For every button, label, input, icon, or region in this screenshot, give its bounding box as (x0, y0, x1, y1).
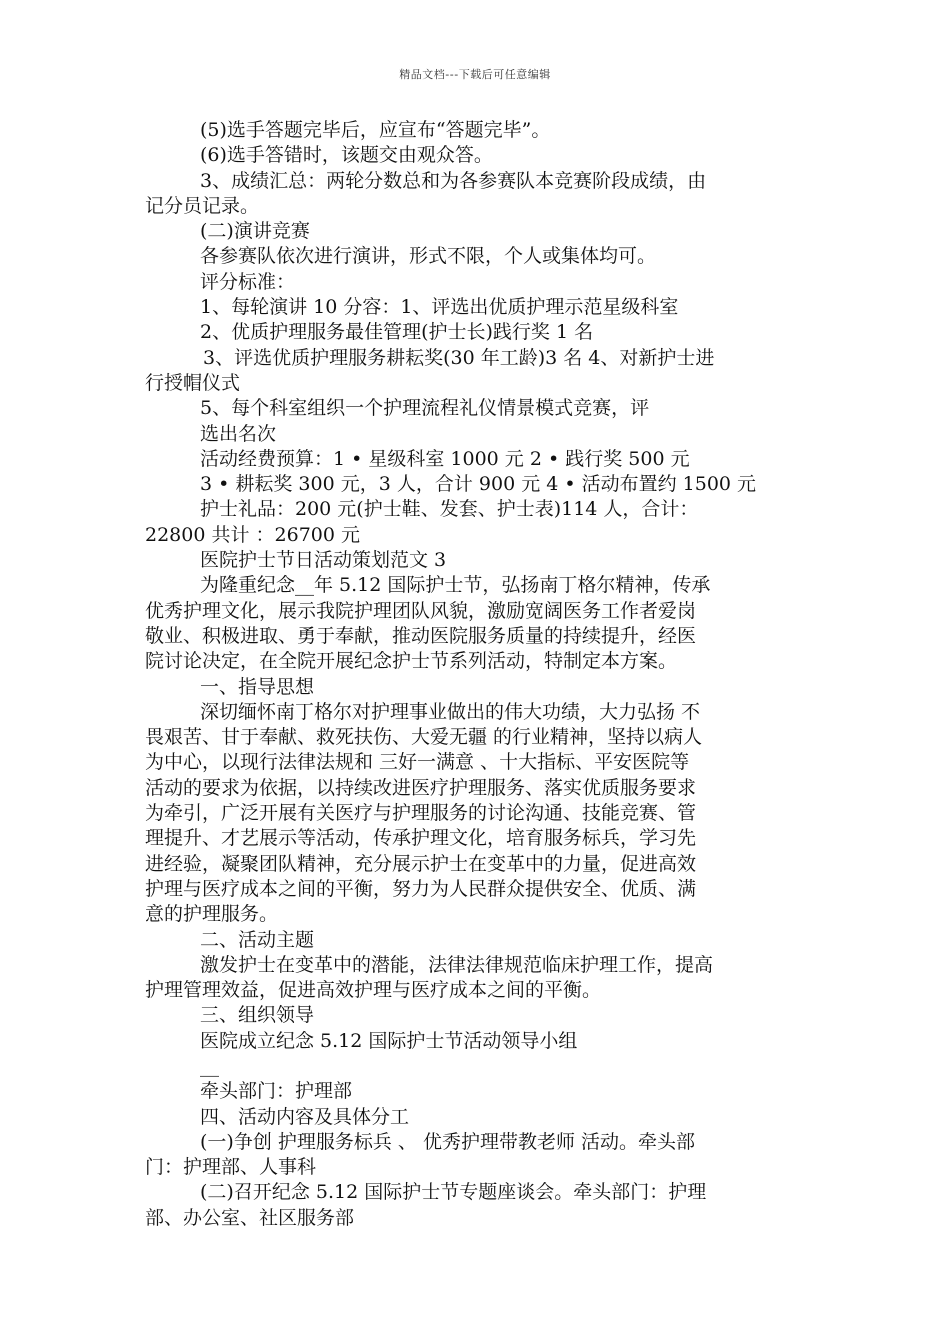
text-line: 为中心，以现行法律法规和 三好一满意 、十大指标、平安医院等 (145, 751, 690, 774)
text-line: 理提升、才艺展示等活动，传承护理文化，培育服务标兵，学习先 (145, 827, 697, 850)
text-line: 激发护士在变革中的潜能，法律法律规范临床护理工作，提高 (200, 953, 714, 976)
text-line: 深切缅怀南丁格尔对护理事业做出的伟大功绩，大力弘扬 不 (200, 700, 701, 723)
text-line: 行授帽仪式 (145, 371, 241, 394)
text-line: 22800 共计 ：26700 元 (145, 523, 361, 546)
text-line: 意的护理服务。 (145, 903, 279, 926)
text-line: 门：护理部、人事科 (145, 1156, 317, 1179)
text-line: (5)选手答题完毕后，应宣布“答题完毕”。 (200, 119, 551, 141)
text-line: 三、组织领导 (200, 1004, 315, 1027)
text-line: __ (200, 1054, 219, 1077)
text-line: 活动的要求为依据，以持续改进医疗护理服务、落实优质服务要求 (145, 776, 697, 799)
text-line: 优秀护理文化，展示我院护理团队风貌，激励宽阔医务工作者爱岗 (145, 599, 697, 622)
text-line: 选出名次 (200, 422, 277, 445)
text-line: 牵头部门：护理部 (200, 1080, 353, 1103)
text-line: 畏艰苦、甘于奉献、救死扶伤、大爱无疆 的行业精神，坚持以病人 (145, 726, 703, 749)
page-header: 精品文档---下载后可任意编辑 (399, 68, 551, 81)
text-line: 敬业、积极进取、勇于奉献，推动医院服务质量的持续提升，经医 (145, 624, 697, 647)
text-line: 护理管理效益，促进高效护理与医疗成本之间的平衡。 (145, 979, 602, 1002)
text-line: 1、每轮演讲 10 分容：1、评选出优质护理示范星级科室 (200, 296, 679, 319)
text-line: (二)演讲竞赛 (200, 220, 310, 243)
text-line: 护理与医疗成本之间的平衡，努力为人民群众提供安全、优质、满 (145, 877, 697, 900)
text-line: (6)选手答错时，该题交由观众答。 (200, 144, 493, 167)
text-line: 医院护士节日活动策划范文 3 (200, 549, 447, 572)
text-line: 3 • 耕耘奖 300 元，3 人，合计 900 元 4 • 活动布置约 1500 元 (200, 473, 757, 496)
text-line: 活动经费预算：1 • 星级科室 1000 元 2 • 践行奖 500 元 (200, 447, 690, 470)
document-body (145, 118, 810, 1231)
text-line: 各参赛队依次进行演讲，形式不限，个人或集体均可。 (200, 245, 657, 268)
text-line: 3、评选优质护理服务耕耘奖(30 年工龄)3 名 4、对新护士进 (203, 346, 715, 369)
text-line: 为隆重纪念__年 5.12 国际护士节，弘扬南丁格尔精神，传承 (200, 574, 711, 597)
text-line: (一)争创 护理服务标兵 、 优秀护理带教老师 活动。牵头部 (200, 1130, 695, 1153)
text-line: 评分标准： (200, 270, 296, 293)
text-line: 一、指导思想 (200, 675, 315, 698)
text-line: (二)召开纪念 5.12 国际护士节专题座谈会。牵头部门：护理 (200, 1181, 707, 1204)
text-line: 为牵引，广泛开展有关医疗与护理服务的讨论沟通、技能竞赛、管 (145, 802, 697, 825)
text-line: 护士礼品：200 元(护士鞋、发套、护士表)114 人，合计： (200, 498, 699, 521)
text-line: 部、办公室、社区服务部 (145, 1206, 355, 1229)
text-line: 院讨论决定，在全院开展纪念护士节系列活动，特制定本方案。 (145, 650, 678, 673)
text-line: 记分员记录。 (145, 194, 260, 217)
text-line: 进经验，凝聚团队精神，充分展示护士在变革中的力量，促进高效 (145, 852, 697, 875)
text-line: 5、每个科室组织一个护理流程礼仪情景模式竞赛，评 (200, 397, 650, 420)
text-line: 3、成绩汇总：两轮分数总和为各参赛队本竞赛阶段成绩，由 (200, 169, 707, 192)
text-line: 四、活动内容及具体分工 (200, 1105, 410, 1128)
text-line: 2、优质护理服务最佳管理(护士长)践行奖 1 名 (200, 321, 594, 344)
text-line: 医院成立纪念 5.12 国际护士节活动领导小组 (200, 1029, 578, 1052)
text-line: 二、活动主题 (200, 928, 315, 951)
